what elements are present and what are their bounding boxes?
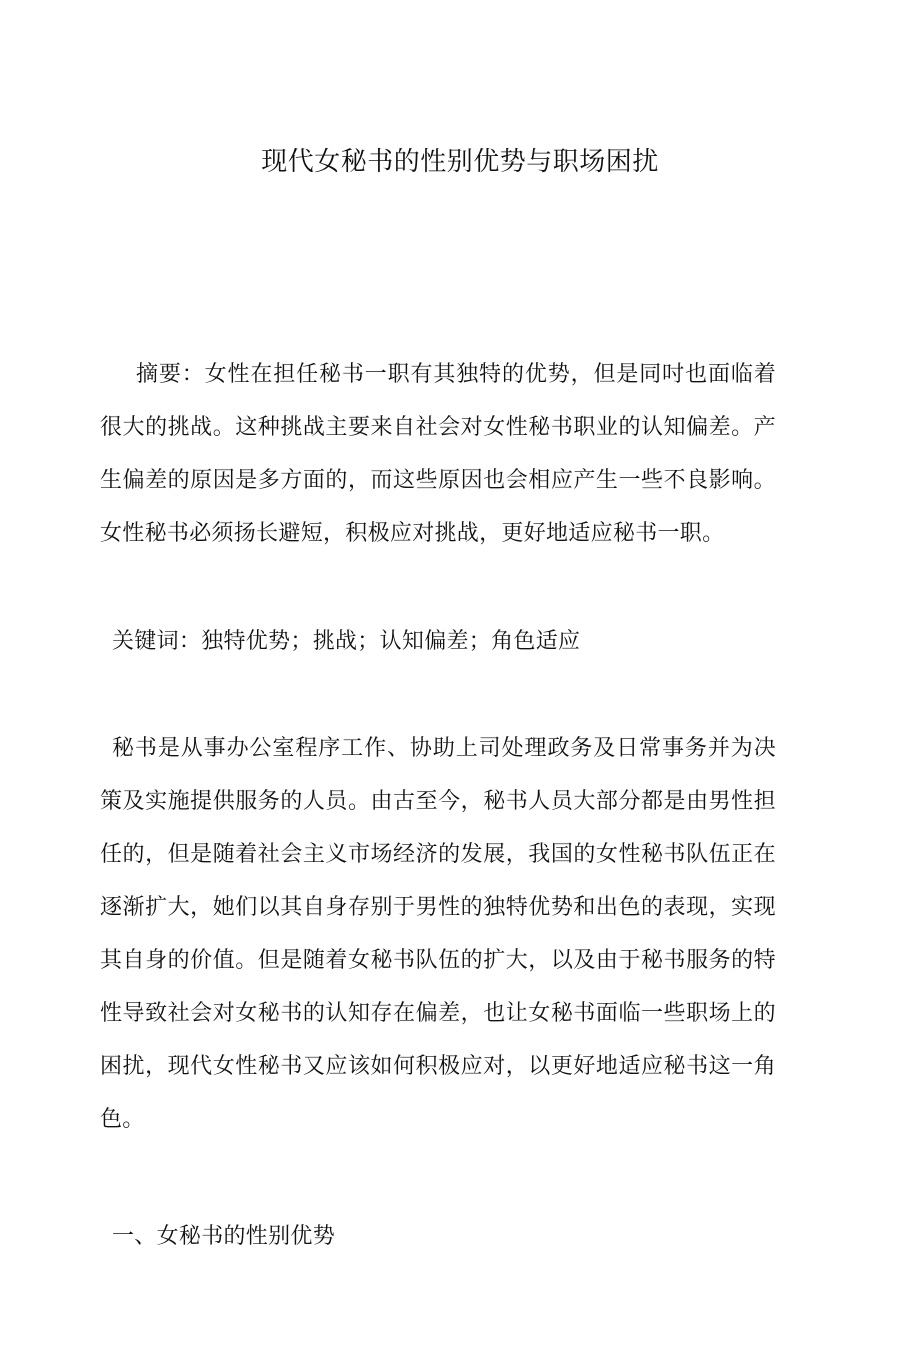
document-title: 现代女秘书的性别优势与职场困扰	[261, 147, 659, 177]
keywords-line: 关键词：独特优势；挑战；认知偏差；角色适应	[112, 629, 581, 654]
abstract-paragraph: 摘要：女性在担任秘书一职有其独特的优势，但是同吋也面临着很大的挑战。这种挑战主要来自社会对女性秘书职业的认知偏差。产生偏差的原因是多方面的，而这些原因也会相应产生一些不良影响。女性秘书必须扬长避短，积极应对挑战，更好地适应秘书一职。	[100, 362, 776, 546]
intro-paragraph: 秘书是从事办公室程序工作、协助上司处理政务及日常事务并为决策及实施提供服务的人员。由古至今，秘书人员大部分都是由男性担任的，但是随着社会主义市场经济的发展，我国的女性秘书队伍正在逐渐扩大，她们以其自身存别于男性的独特优势和出色的表现，实现其自身的价值。但是随着女秘书队伍的扩大，以及由于秘书服务的特性导致社会对女秘书的认知存在偏差，也让女秘书面临一些职场上的困扰，现代女性秘书又应该如何积极应对，以更好地适应秘书这一角色。	[100, 736, 776, 1132]
section-heading: 一、女秘书的性别优势	[112, 1224, 336, 1249]
